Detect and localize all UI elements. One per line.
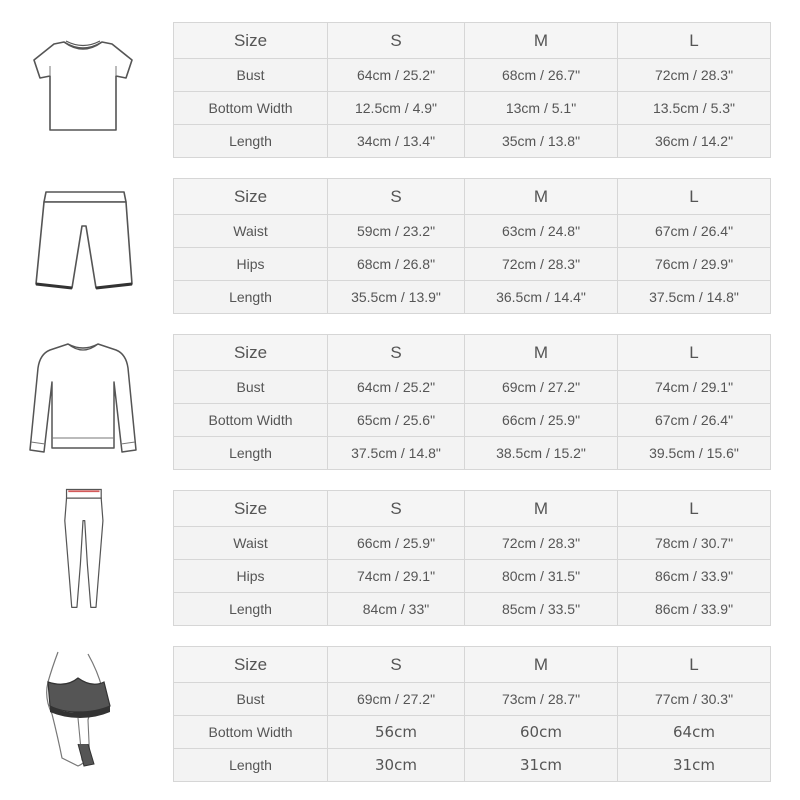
row-label: Bust — [174, 683, 328, 716]
row-label: Bust — [174, 59, 328, 92]
table-cell: 36.5cm / 14.4" — [465, 281, 618, 314]
table-header-row — [174, 335, 771, 371]
header-cell: L — [618, 179, 771, 215]
table-header-row — [174, 23, 771, 59]
table-row — [174, 716, 771, 749]
table-header-row — [174, 179, 771, 215]
table-row — [174, 749, 771, 782]
tshirt-icon — [18, 22, 148, 152]
header-cell: S — [328, 647, 465, 683]
table-cell: 86cm / 33.9" — [618, 560, 771, 593]
sports-bra-size-table — [173, 646, 771, 782]
row-label: Length — [174, 593, 328, 626]
table-cell: 68cm / 26.7" — [465, 59, 618, 92]
table-header-row — [174, 647, 771, 683]
table-cell: 39.5cm / 15.6" — [618, 437, 771, 470]
table-cell: 67cm / 26.4" — [618, 404, 771, 437]
shorts-illustration — [18, 180, 148, 310]
row-label: Length — [174, 281, 328, 314]
header-cell: S — [328, 23, 465, 59]
table-row — [174, 371, 771, 404]
table-header-row — [174, 491, 771, 527]
table-row — [174, 215, 771, 248]
table-cell: 84cm / 33" — [328, 593, 465, 626]
sports-bra-illustration — [18, 648, 148, 778]
table-cell: 67cm / 26.4" — [618, 215, 771, 248]
table-cell: 13cm / 5.1" — [465, 92, 618, 125]
row-label: Length — [174, 125, 328, 158]
table-cell: 72cm / 28.3" — [465, 527, 618, 560]
table-row — [174, 404, 771, 437]
table-cell: 66cm / 25.9" — [465, 404, 618, 437]
table-row — [174, 437, 771, 470]
table-cell: 72cm / 28.3" — [618, 59, 771, 92]
table-cell: 86cm / 33.9" — [618, 593, 771, 626]
table-cell: 69cm / 27.2" — [465, 371, 618, 404]
table-cell: 60cm — [465, 716, 618, 749]
header-cell: S — [328, 179, 465, 215]
sports-bra-icon — [18, 648, 148, 778]
table-row — [174, 560, 771, 593]
leggings-size-table — [173, 490, 771, 626]
header-cell: Size — [174, 647, 328, 683]
table-cell: 78cm / 30.7" — [618, 527, 771, 560]
table-row — [174, 248, 771, 281]
row-label: Length — [174, 437, 328, 470]
row-label: Waist — [174, 215, 328, 248]
header-cell: S — [328, 491, 465, 527]
header-cell: M — [465, 647, 618, 683]
table-cell: 37.5cm / 14.8" — [328, 437, 465, 470]
header-cell: M — [465, 23, 618, 59]
table-cell: 68cm / 26.8" — [328, 248, 465, 281]
header-cell: L — [618, 647, 771, 683]
table-cell: 64cm — [618, 716, 771, 749]
table-row — [174, 527, 771, 560]
table-cell: 64cm / 25.2" — [328, 59, 465, 92]
table-cell: 80cm / 31.5" — [465, 560, 618, 593]
table-cell: 77cm / 30.3" — [618, 683, 771, 716]
table-cell: 12.5cm / 4.9" — [328, 92, 465, 125]
table-cell: 31cm — [618, 749, 771, 782]
table-cell: 73cm / 28.7" — [465, 683, 618, 716]
table-cell: 63cm / 24.8" — [465, 215, 618, 248]
table-cell: 64cm / 25.2" — [328, 371, 465, 404]
table-cell: 74cm / 29.1" — [618, 371, 771, 404]
table-cell: 74cm / 29.1" — [328, 560, 465, 593]
table-cell: 31cm — [465, 749, 618, 782]
table-cell: 69cm / 27.2" — [328, 683, 465, 716]
header-cell: Size — [174, 179, 328, 215]
row-label: Bust — [174, 371, 328, 404]
table-cell: 65cm / 25.6" — [328, 404, 465, 437]
table-cell: 38.5cm / 15.2" — [465, 437, 618, 470]
tshirt-size-table — [173, 22, 771, 158]
header-cell: Size — [174, 23, 328, 59]
table-cell: 56cm — [328, 716, 465, 749]
header-cell: M — [465, 491, 618, 527]
table-row — [174, 683, 771, 716]
header-cell: L — [618, 335, 771, 371]
row-label: Bottom Width — [174, 404, 328, 437]
table-cell: 34cm / 13.4" — [328, 125, 465, 158]
header-cell: Size — [174, 335, 328, 371]
row-label: Length — [174, 749, 328, 782]
table-cell: 30cm — [328, 749, 465, 782]
table-cell: 36cm / 14.2" — [618, 125, 771, 158]
row-label: Bottom Width — [174, 716, 328, 749]
row-label: Hips — [174, 560, 328, 593]
row-label: Hips — [174, 248, 328, 281]
table-cell: 72cm / 28.3" — [465, 248, 618, 281]
table-row — [174, 281, 771, 314]
table-cell: 59cm / 23.2" — [328, 215, 465, 248]
row-label: Bottom Width — [174, 92, 328, 125]
table-cell: 13.5cm / 5.3" — [618, 92, 771, 125]
header-cell: M — [465, 179, 618, 215]
table-row — [174, 92, 771, 125]
sweatshirt-icon — [18, 338, 148, 468]
table-cell: 35.5cm / 13.9" — [328, 281, 465, 314]
table-cell: 76cm / 29.9" — [618, 248, 771, 281]
table-row — [174, 59, 771, 92]
row-label: Waist — [174, 527, 328, 560]
table-cell: 37.5cm / 14.8" — [618, 281, 771, 314]
table-cell: 66cm / 25.9" — [328, 527, 465, 560]
sweatshirt-illustration — [18, 338, 148, 468]
header-cell: L — [618, 491, 771, 527]
table-row — [174, 593, 771, 626]
header-cell: M — [465, 335, 618, 371]
shorts-size-table — [173, 178, 771, 314]
header-cell: S — [328, 335, 465, 371]
shorts-icon — [18, 180, 148, 310]
table-cell: 85cm / 33.5" — [465, 593, 618, 626]
table-cell: 35cm / 13.8" — [465, 125, 618, 158]
tshirt-illustration — [18, 22, 148, 152]
leggings-illustration — [18, 486, 148, 616]
sweatshirt-size-table — [173, 334, 771, 470]
header-cell: Size — [174, 491, 328, 527]
leggings-icon — [18, 486, 148, 616]
table-row — [174, 125, 771, 158]
header-cell: L — [618, 23, 771, 59]
